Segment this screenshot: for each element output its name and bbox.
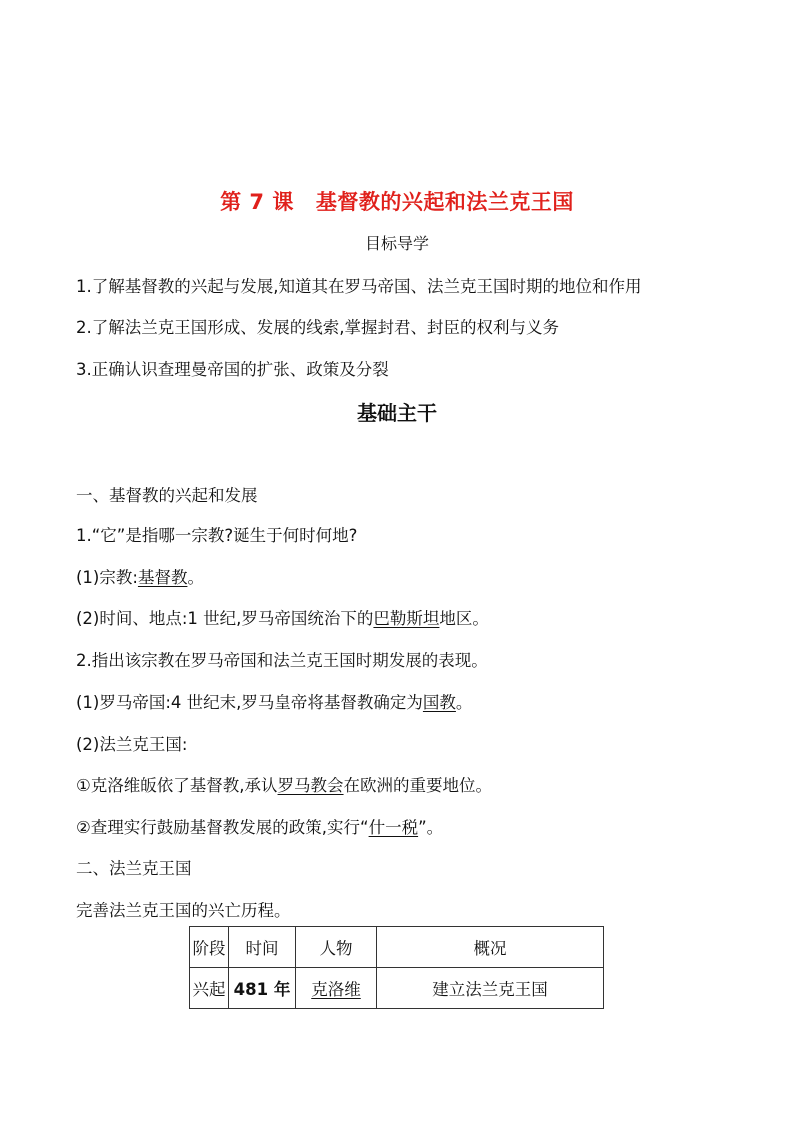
table-cell-summary: 建立法兰克王国	[377, 968, 604, 1009]
answer-time-place-prefix: (2)时间、地点:1 世纪,罗马帝国统治下的	[76, 609, 374, 628]
table-header-cell: 概况	[377, 927, 604, 968]
answer-rome-fill: 国教	[422, 693, 456, 712]
answer-religion-suffix: 。	[187, 568, 204, 587]
answer-religion-prefix: (1)宗教:	[76, 568, 138, 587]
answer-charles-prefix: ②查理实行鼓励基督教发展的政策,实行“	[76, 818, 369, 837]
answer-religion-fill: 基督教	[137, 568, 188, 587]
table-header-cell: 时间	[229, 927, 296, 968]
goal-2: 2.了解法兰克王国形成、发展的线索,掌握封君、封臣的权利与义务	[76, 318, 559, 337]
lesson-name: 基督教的兴起和法兰克王国	[315, 190, 574, 214]
history-table	[189, 926, 604, 1009]
table-cell-time: 481 年	[229, 968, 296, 1009]
lesson-title	[0, 186, 794, 216]
answer-charles	[76, 814, 443, 838]
part2-instruction: 完善法兰克王国的兴亡历程。	[76, 901, 291, 920]
answer-time-place-suffix: 地区。	[439, 609, 489, 628]
answer-time-place	[76, 605, 489, 629]
table-header-cell: 人物	[296, 927, 377, 968]
answer-clovis-suffix: 在欧洲的重要地位。	[343, 776, 493, 795]
answer-frank-label: (2)法兰克王国:	[76, 735, 188, 754]
answer-clovis-prefix: ①克洛维皈依了基督教,承认	[76, 776, 278, 795]
answer-rome-suffix: 。	[455, 693, 473, 712]
part2-heading: 二、法兰克王国	[76, 859, 192, 878]
question-2: 2.指出该宗教在罗马帝国和法兰克王国时期发展的表现。	[76, 651, 488, 670]
section-title: 基础主干	[357, 401, 437, 425]
answer-charles-suffix: ”。	[418, 818, 444, 837]
answer-rome	[76, 689, 472, 713]
goal-3: 3.正确认识查理曼帝国的扩张、政策及分裂	[76, 360, 389, 379]
table-cell-stage: 兴起	[190, 968, 229, 1009]
answer-clovis-fill: 罗马教会	[277, 776, 344, 795]
answer-time-place-fill: 巴勒斯坦	[373, 609, 440, 628]
table-header-cell: 阶段	[190, 927, 229, 968]
table-cell-person-fill: 克洛维	[311, 980, 361, 999]
table-row	[190, 968, 604, 1009]
answer-clovis	[76, 772, 492, 796]
answer-charles-fill: 什一税	[368, 818, 419, 837]
part1-heading: 一、基督教的兴起和发展	[76, 486, 258, 505]
goal-1: 1.了解基督教的兴起与发展,知道其在罗马帝国、法兰克王国时期的地位和作用	[76, 277, 642, 296]
table-cell-person	[296, 968, 377, 1009]
answer-rome-prefix: (1)罗马帝国:4 世纪末,罗马皇帝将基督教确定为	[76, 693, 423, 712]
table-header-row	[190, 927, 604, 968]
question-1: 1.“它”是指哪一宗教?诞生于何时何地?	[76, 526, 358, 545]
lesson-number: 第 7 课	[220, 190, 294, 214]
answer-religion	[76, 564, 204, 588]
subtitle: 目标导学	[364, 234, 429, 253]
